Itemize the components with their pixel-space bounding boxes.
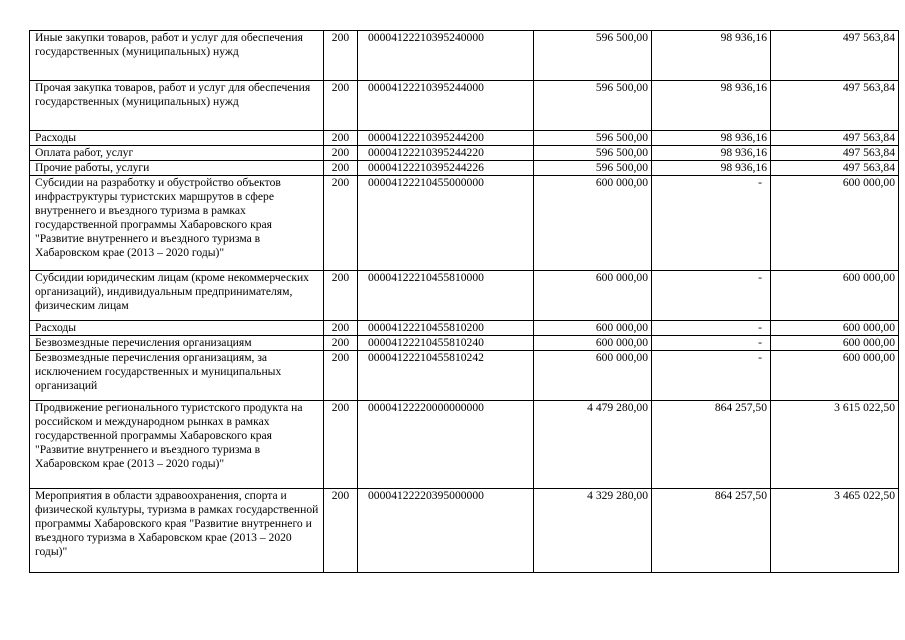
table-row [30,131,899,146]
approved-amount-cell: 596 500,00 [534,131,652,146]
budget-code-cell: 00004122220395000000 [358,489,534,573]
remaining-amount-cell: 497 563,84 [771,81,899,131]
admin-code-cell: 200 [324,146,358,161]
remaining-amount-cell: 600 000,00 [771,176,899,271]
table-row [30,271,899,321]
executed-amount-cell: - [652,176,771,271]
budget-code-cell: 00004122210455810242 [358,351,534,401]
remaining-amount-cell: 600 000,00 [771,271,899,321]
admin-code-cell: 200 [324,31,358,81]
admin-code-cell: 200 [324,131,358,146]
approved-amount-cell: 596 500,00 [534,81,652,131]
row-name-cell: Расходы [30,321,324,336]
budget-code-cell: 00004122220000000000 [358,401,534,489]
budget-code-cell: 00004122210455810240 [358,336,534,351]
row-name-cell: Прочая закупка товаров, работ и услуг для обеспечения государственных (муниципальных) нужд [30,81,324,131]
executed-amount-cell: 98 936,16 [652,81,771,131]
admin-code-cell: 200 [324,271,358,321]
table-row [30,31,899,81]
table-row [30,146,899,161]
executed-amount-cell: 98 936,16 [652,161,771,176]
approved-amount-cell: 4 329 280,00 [534,489,652,573]
executed-amount-cell: - [652,351,771,401]
table-row [30,401,899,489]
budget-code-cell: 00004122210395240000 [358,31,534,81]
table-row [30,176,899,271]
executed-amount-cell: 98 936,16 [652,131,771,146]
table-body [30,31,899,573]
table-row [30,336,899,351]
admin-code-cell: 200 [324,401,358,489]
table-row [30,81,899,131]
budget-code-cell: 00004122210395244000 [358,81,534,131]
row-name-cell: Оплата работ, услуг [30,146,324,161]
executed-amount-cell: 864 257,50 [652,489,771,573]
row-name-cell: Прочие работы, услуги [30,161,324,176]
admin-code-cell: 200 [324,161,358,176]
admin-code-cell: 200 [324,176,358,271]
remaining-amount-cell: 600 000,00 [771,351,899,401]
remaining-amount-cell: 3 465 022,50 [771,489,899,573]
executed-amount-cell: 864 257,50 [652,401,771,489]
budget-code-cell: 00004122210455810200 [358,321,534,336]
row-name-cell: Безвозмездные перечисления организациям [30,336,324,351]
approved-amount-cell: 600 000,00 [534,351,652,401]
remaining-amount-cell: 497 563,84 [771,161,899,176]
remaining-amount-cell: 497 563,84 [771,146,899,161]
budget-code-cell: 00004122210395244220 [358,146,534,161]
table-row [30,161,899,176]
table-row [30,321,899,336]
row-name-cell: Субсидии на разработку и обустройство объектов инфраструктуры туристских маршрутов в сфере внутреннего и въездного туризма в рамках государственной программы Хабаровского края "Развитие внутреннего и въездного туризма в Хабаровском крае (2013 – 2020 годы)" [30,176,324,271]
remaining-amount-cell: 497 563,84 [771,131,899,146]
executed-amount-cell: 98 936,16 [652,31,771,81]
budget-code-cell: 00004122210455810000 [358,271,534,321]
row-name-cell: Расходы [30,131,324,146]
remaining-amount-cell: 497 563,84 [771,31,899,81]
approved-amount-cell: 600 000,00 [534,321,652,336]
budget-code-cell: 00004122210395244200 [358,131,534,146]
row-name-cell: Мероприятия в области здравоохранения, спорта и физической культуры, туризма в рамках государственной программы Хабаровского края "Развитие внутреннего и въездного туризма в Хабаровском крае (2013 – 2020 годы)" [30,489,324,573]
executed-amount-cell: 98 936,16 [652,146,771,161]
admin-code-cell: 200 [324,321,358,336]
approved-amount-cell: 600 000,00 [534,271,652,321]
remaining-amount-cell: 600 000,00 [771,336,899,351]
row-name-cell: Продвижение регионального туристского продукта на российском и международном рынках в рамках государственной программы Хабаровского края "Развитие внутреннего и въездного туризма в Хабаровском крае (2013 – 2020 годы)" [30,401,324,489]
approved-amount-cell: 600 000,00 [534,176,652,271]
budget-code-cell: 00004122210395244226 [358,161,534,176]
remaining-amount-cell: 3 615 022,50 [771,401,899,489]
approved-amount-cell: 600 000,00 [534,336,652,351]
row-name-cell: Субсидии юридическим лицам (кроме некоммерческих организаций), индивидуальным предпринимателям, физическим лицам [30,271,324,321]
admin-code-cell: 200 [324,489,358,573]
executed-amount-cell: - [652,271,771,321]
executed-amount-cell: - [652,336,771,351]
approved-amount-cell: 596 500,00 [534,146,652,161]
approved-amount-cell: 596 500,00 [534,161,652,176]
budget-execution-table [29,30,899,573]
admin-code-cell: 200 [324,81,358,131]
table-row [30,489,899,573]
admin-code-cell: 200 [324,351,358,401]
remaining-amount-cell: 600 000,00 [771,321,899,336]
approved-amount-cell: 596 500,00 [534,31,652,81]
approved-amount-cell: 4 479 280,00 [534,401,652,489]
table-row [30,351,899,401]
budget-code-cell: 00004122210455000000 [358,176,534,271]
row-name-cell: Безвозмездные перечисления организациям, за исключением государственных и муниципальных организаций [30,351,324,401]
admin-code-cell: 200 [324,336,358,351]
executed-amount-cell: - [652,321,771,336]
row-name-cell: Иные закупки товаров, работ и услуг для обеспечения государственных (муниципальных) нужд [30,31,324,81]
